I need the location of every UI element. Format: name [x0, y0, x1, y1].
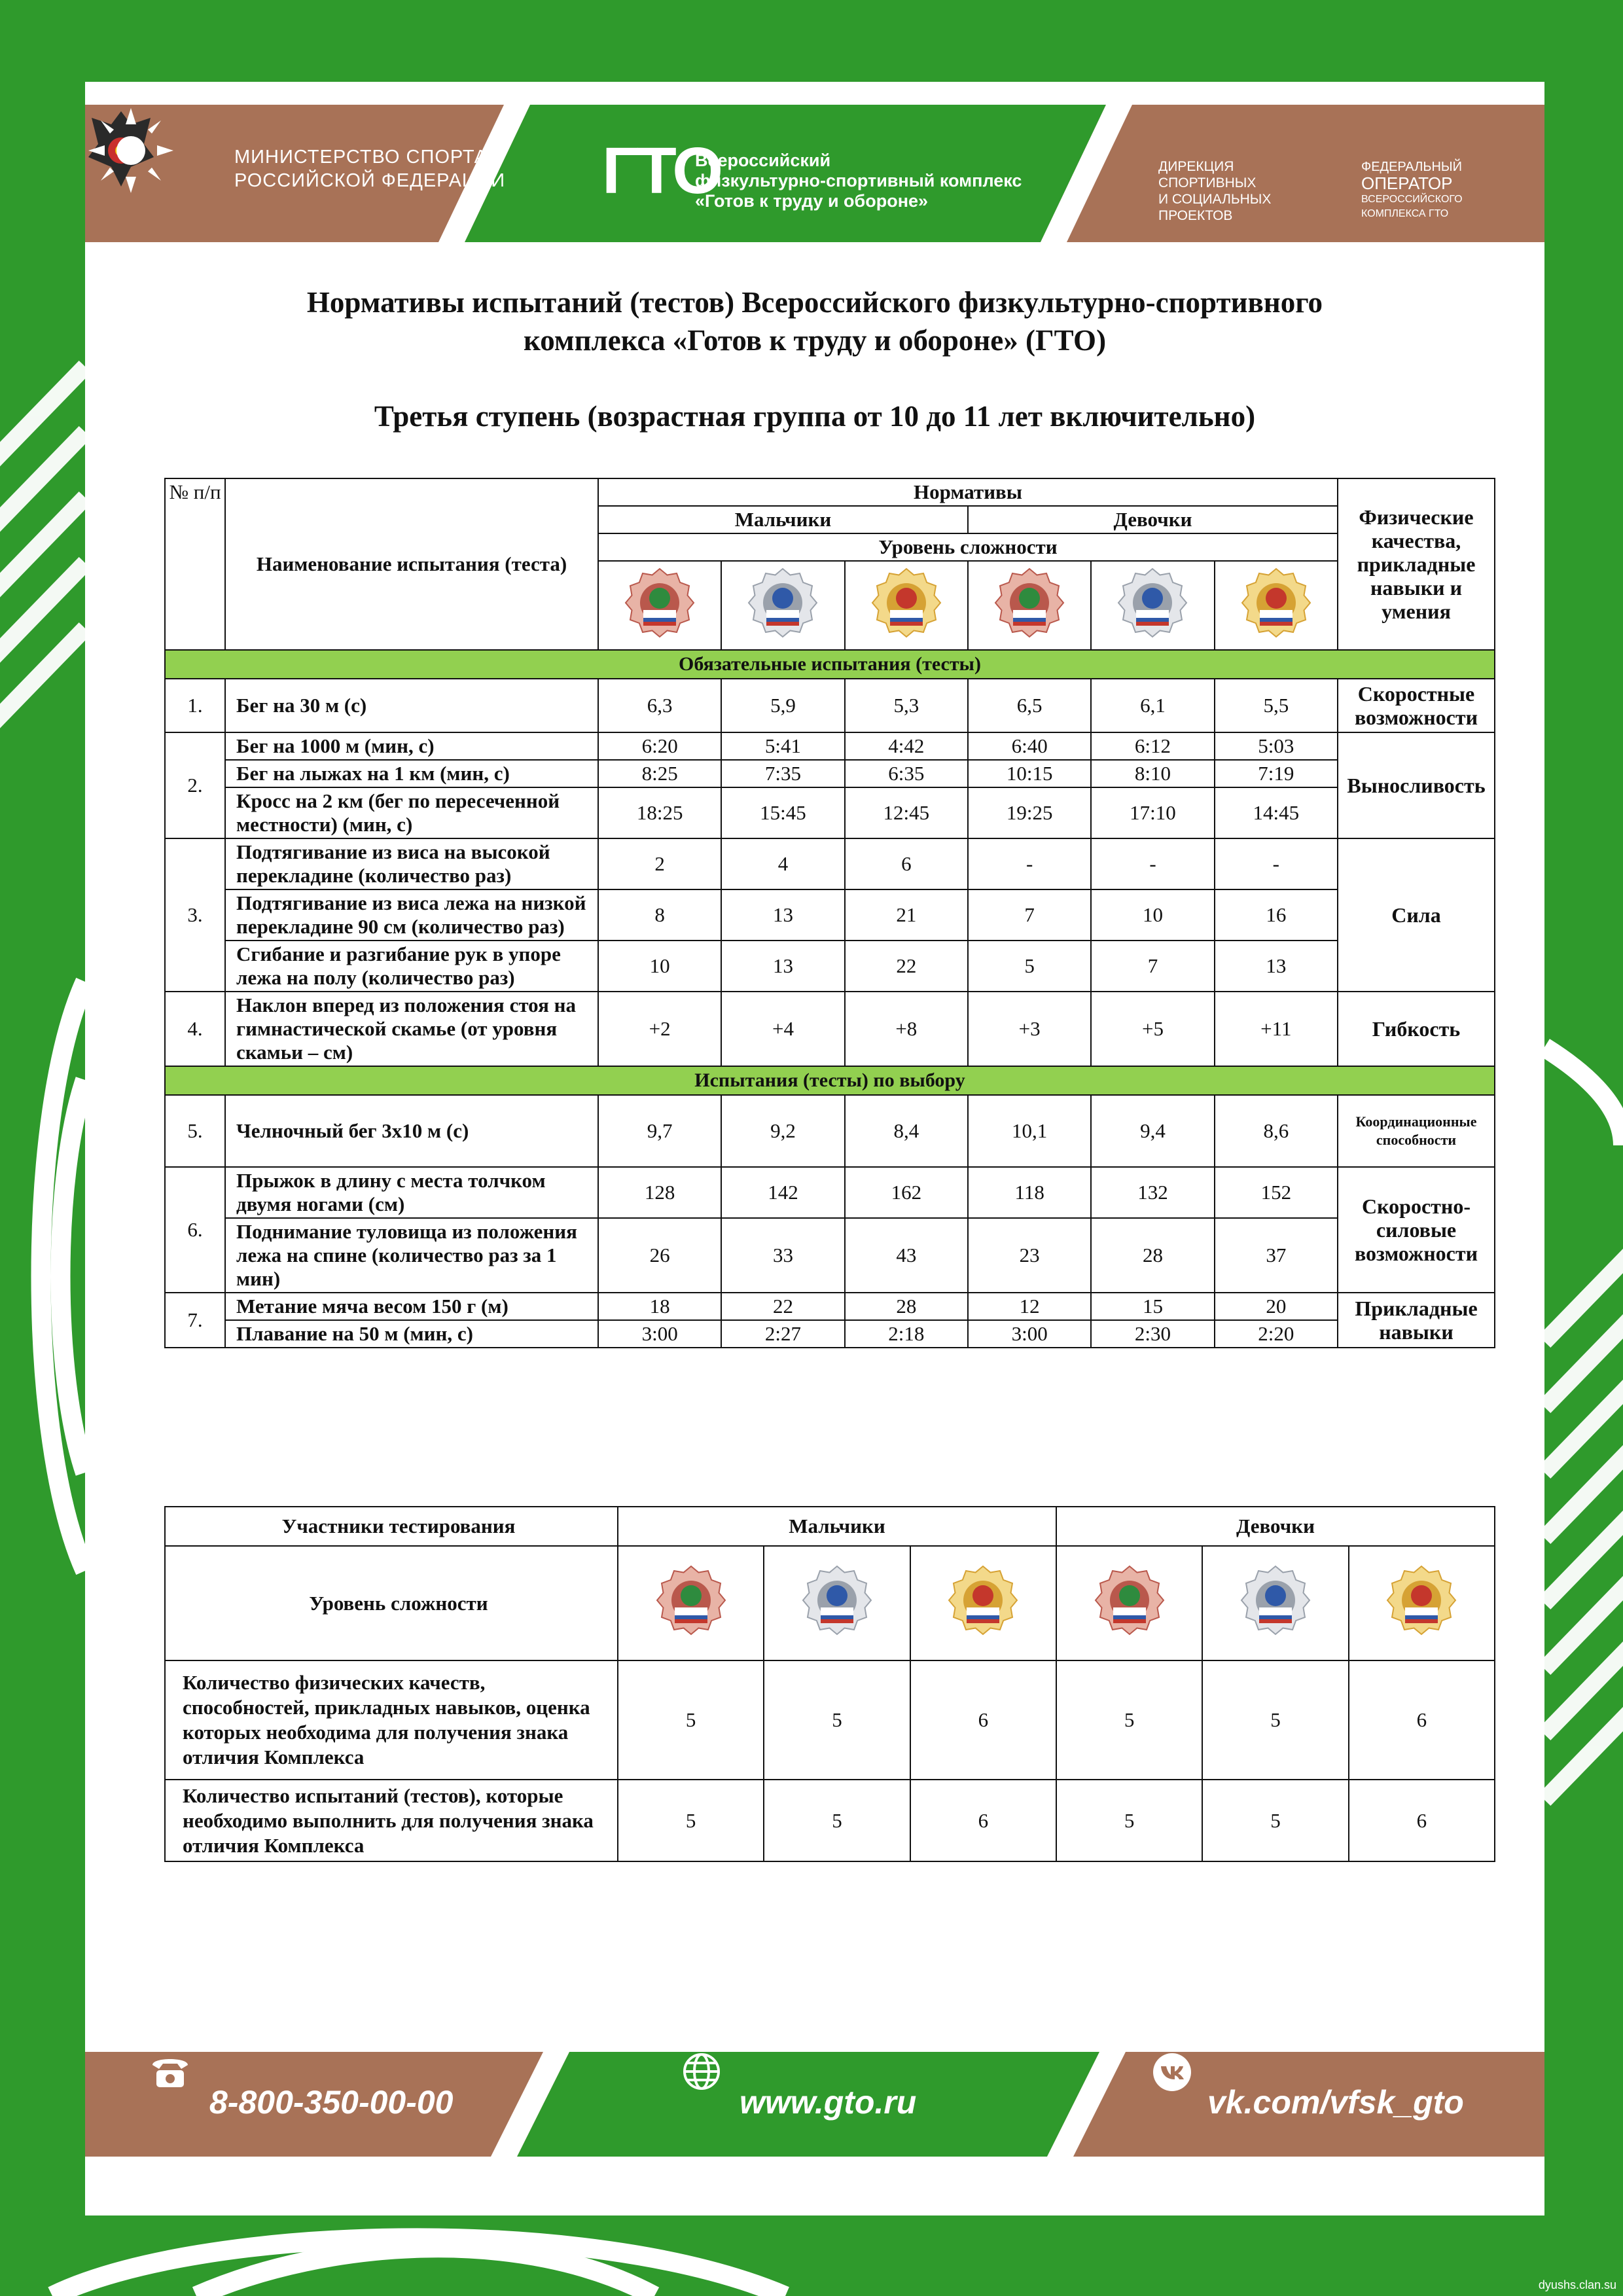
table-row	[165, 1218, 1495, 1293]
table-row	[165, 838, 1495, 889]
badge-cell	[968, 561, 1091, 650]
value-cell: 6:35	[845, 760, 968, 787]
value-cell: 5,5	[1215, 679, 1338, 732]
value-cell: 162	[845, 1167, 968, 1218]
bronze-badge-icon	[993, 567, 1065, 639]
value-cell: 5	[1202, 1780, 1348, 1861]
section-mandatory: Обязательные испытания (тесты)	[165, 650, 1495, 679]
row-num: 7.	[165, 1293, 225, 1348]
test-name: Плавание на 50 м (мин, с)	[225, 1320, 598, 1348]
table-row	[165, 1660, 1495, 1780]
test-name: Сгибание и разгибание рук в упоре лежа на полу (количество раз)	[225, 941, 598, 992]
value-cell: 10,1	[968, 1095, 1091, 1167]
test-name: Подтягивание из виса на высокой перекладине (количество раз)	[225, 838, 598, 889]
level-header: Уровень сложности	[598, 533, 1338, 561]
value-cell: 6,1	[1091, 679, 1214, 732]
value-cell: 22	[845, 941, 968, 992]
header-band	[85, 105, 1544, 242]
table-row	[165, 1167, 1495, 1218]
quality-cell: Координационные способности	[1338, 1095, 1495, 1167]
value-cell: 7	[1091, 941, 1214, 992]
badge-cell	[845, 561, 968, 650]
value-cell: 3:00	[968, 1320, 1091, 1348]
bronze-badge-icon	[1094, 1564, 1166, 1636]
row-num: 6.	[165, 1167, 225, 1293]
value-cell: 6,5	[968, 679, 1091, 732]
section-row	[165, 650, 1495, 679]
value-cell: 2:18	[845, 1320, 968, 1348]
value-cell: 5	[618, 1780, 764, 1861]
row-num: 2.	[165, 732, 225, 838]
value-cell: 4:42	[845, 732, 968, 760]
star-emblem-icon	[85, 105, 177, 196]
badge-row	[165, 1546, 1495, 1660]
value-cell: 12:45	[845, 787, 968, 838]
value-cell: 21	[845, 889, 968, 941]
value-cell: 9,4	[1091, 1095, 1214, 1167]
value-cell: 22	[721, 1293, 844, 1320]
value-cell: 23	[968, 1218, 1091, 1293]
girls-header: Девочки	[1056, 1507, 1495, 1546]
norms-table	[164, 478, 1495, 1348]
value-cell: 6	[910, 1780, 1056, 1861]
value-cell: 5:03	[1215, 732, 1338, 760]
value-cell: 5:41	[721, 732, 844, 760]
value-cell: 3:00	[598, 1320, 721, 1348]
federal-operator: ФЕДЕРАЛЬНЫЙ ОПЕРАТОР ВСЕРОССИЙСКОГО КОМПЛЕКСА ГТО	[1361, 160, 1463, 219]
document-title: Нормативы испытаний (тестов) Всероссийского физкультурно-спортивного комплекса «Готов к труду и обороне» (ГТО)	[306, 286, 1323, 357]
test-name: Метание мяча весом 150 г (м)	[225, 1293, 598, 1320]
value-cell: 13	[721, 889, 844, 941]
value-cell: +2	[598, 992, 721, 1066]
value-cell: +4	[721, 992, 844, 1066]
silver-badge-icon	[1116, 567, 1188, 639]
vk-icon	[1152, 2052, 1192, 2092]
table-row	[165, 941, 1495, 992]
value-cell: 6	[1349, 1660, 1495, 1780]
participants-header: Участники тестирования	[165, 1507, 618, 1546]
table-row	[165, 679, 1495, 732]
value-cell: 8	[598, 889, 721, 941]
value-cell: 5	[968, 941, 1091, 992]
boys-header: Мальчики	[618, 1507, 1056, 1546]
value-cell: 28	[1091, 1218, 1214, 1293]
gold-badge-icon	[947, 1564, 1019, 1636]
value-cell: 7:35	[721, 760, 844, 787]
gto-complex-title: Всероссийский физкультурно-спортивный комплекс «Готов к труду и обороне»	[695, 151, 1022, 211]
value-cell: 16	[1215, 889, 1338, 941]
value-cell: 28	[845, 1293, 968, 1320]
directorate-name: ДИРЕКЦИЯ СПОРТИВНЫХ И СОЦИАЛЬНЫХ ПРОЕКТОВ	[1158, 159, 1272, 223]
value-cell: 15	[1091, 1293, 1214, 1320]
value-cell: 118	[968, 1167, 1091, 1218]
section-row	[165, 1066, 1495, 1095]
badge-cell	[910, 1546, 1056, 1660]
value-cell: 8:10	[1091, 760, 1214, 787]
table-row	[165, 760, 1495, 787]
value-cell: 5	[764, 1660, 910, 1780]
value-cell: +11	[1215, 992, 1338, 1066]
value-cell: +5	[1091, 992, 1214, 1066]
phone-icon	[147, 2052, 193, 2091]
value-cell: 13	[721, 941, 844, 992]
value-cell: 2:30	[1091, 1320, 1214, 1348]
silver-badge-icon	[801, 1564, 873, 1636]
value-cell: 9,2	[721, 1095, 844, 1167]
value-cell: 26	[598, 1218, 721, 1293]
value-cell: 2:20	[1215, 1320, 1338, 1348]
quality-cell: Скоростные возможности	[1338, 679, 1495, 732]
value-cell: 5,3	[845, 679, 968, 732]
value-cell: 5,9	[721, 679, 844, 732]
gold-badge-icon	[870, 567, 942, 639]
value-cell: 6	[1349, 1780, 1495, 1861]
value-cell: 33	[721, 1218, 844, 1293]
value-cell: 15:45	[721, 787, 844, 838]
silver-badge-icon	[747, 567, 819, 639]
badge-cell	[618, 1546, 764, 1660]
value-cell: 132	[1091, 1167, 1214, 1218]
test-name: Бег на 1000 м (мин, с)	[225, 732, 598, 760]
badge-cell	[721, 561, 844, 650]
test-name: Бег на лыжах на 1 км (мин, с)	[225, 760, 598, 787]
stage-title: Третья ступень (возрастная группа от 10 до 11 лет включительно)	[374, 400, 1256, 433]
value-cell: 18:25	[598, 787, 721, 838]
value-cell: 43	[845, 1218, 968, 1293]
ministry-name: МИНИСТЕРСТВО СПОРТА РОССИЙСКОЙ ФЕДЕРАЦИИ	[234, 147, 506, 191]
badge-cell	[1202, 1546, 1348, 1660]
value-cell: 37	[1215, 1218, 1338, 1293]
row-num: 1.	[165, 679, 225, 732]
footer-band	[85, 2052, 1544, 2157]
gold-badge-icon	[1385, 1564, 1457, 1636]
value-cell: 152	[1215, 1167, 1338, 1218]
value-cell: 9,7	[598, 1095, 721, 1167]
gto-logo: ГТО	[602, 134, 721, 207]
value-cell: 5	[1202, 1660, 1348, 1780]
value-cell: 14:45	[1215, 787, 1338, 838]
test-name: Поднимание туловища из положения лежа на спине (количество раз за 1 мин)	[225, 1218, 598, 1293]
tests-count-label: Количество испытаний (тестов), которые необходимо выполнить для получения знака отличия Комплекса	[165, 1780, 618, 1861]
value-cell: 6,3	[598, 679, 721, 732]
value-cell: 5	[618, 1660, 764, 1780]
value-cell: 6	[910, 1660, 1056, 1780]
value-cell: 128	[598, 1167, 721, 1218]
poster	[85, 82, 1544, 2215]
value-cell: 8:25	[598, 760, 721, 787]
test-name: Бег на 30 м (с)	[225, 679, 598, 732]
silver-badge-icon	[1240, 1564, 1311, 1636]
badge-cell	[1091, 561, 1214, 650]
boys-header: Мальчики	[598, 506, 968, 533]
value-cell: 10:15	[968, 760, 1091, 787]
value-cell: 2:27	[721, 1320, 844, 1348]
badge-cell	[1349, 1546, 1495, 1660]
test-name: Челночный бег 3х10 м (с)	[225, 1095, 598, 1167]
row-num: 3.	[165, 838, 225, 992]
table-row	[165, 787, 1495, 838]
value-cell: 8,4	[845, 1095, 968, 1167]
bronze-badge-icon	[624, 567, 696, 639]
table-row	[165, 992, 1495, 1066]
value-cell: -	[1091, 838, 1214, 889]
value-cell: 8,6	[1215, 1095, 1338, 1167]
quality-cell: Прикладные навыки	[1338, 1293, 1495, 1348]
quality-cell: Скоростно-силовые возможности	[1338, 1167, 1495, 1293]
col-num-header: № п/п	[165, 478, 225, 650]
table-row	[165, 889, 1495, 941]
website-link[interactable]: www.gto.ru	[740, 2084, 917, 2121]
value-cell: 4	[721, 838, 844, 889]
quality-cell: Сила	[1338, 838, 1495, 992]
value-cell: 2	[598, 838, 721, 889]
value-cell: +8	[845, 992, 968, 1066]
bronze-badge-icon	[655, 1564, 727, 1636]
section-optional: Испытания (тесты) по выбору	[165, 1066, 1495, 1095]
value-cell: 6	[845, 838, 968, 889]
value-cell: 5	[1056, 1780, 1202, 1861]
table-row	[165, 1780, 1495, 1861]
value-cell: 7:19	[1215, 760, 1338, 787]
value-cell: 19:25	[968, 787, 1091, 838]
norms-header: Нормативы	[598, 478, 1338, 506]
value-cell: 10	[1091, 889, 1214, 941]
table-row	[165, 1320, 1495, 1348]
test-name: Кросс на 2 км (бег по пересеченной местности) (мин, с)	[225, 787, 598, 838]
value-cell: 5	[764, 1780, 910, 1861]
badge-cell	[1056, 1546, 1202, 1660]
badge-cell	[598, 561, 721, 650]
watermark: dyushs.clan.su	[1538, 2278, 1616, 2291]
row-num: 5.	[165, 1095, 225, 1167]
phone-link[interactable]: 8-800-350-00-00	[209, 2084, 454, 2121]
test-name: Подтягивание из виса лежа на низкой перекладине 90 см (количество раз)	[225, 889, 598, 941]
value-cell: 10	[598, 941, 721, 992]
value-cell: -	[968, 838, 1091, 889]
level-header: Уровень сложности	[165, 1546, 618, 1660]
table-row	[165, 1293, 1495, 1320]
badge-cell	[764, 1546, 910, 1660]
value-cell: -	[1215, 838, 1338, 889]
quality-cell: Выносливость	[1338, 732, 1495, 838]
globe-icon	[682, 2052, 722, 2092]
value-cell: 13	[1215, 941, 1338, 992]
vk-link[interactable]: vk.com/vfsk_gto	[1207, 2084, 1464, 2121]
row-num: 4.	[165, 992, 225, 1066]
col-name-header: Наименование испытания (теста)	[225, 478, 598, 650]
test-name: Наклон вперед из положения стоя на гимнастической скамье (от уровня скамьи – см)	[225, 992, 598, 1066]
badge-cell	[1215, 561, 1338, 650]
col-quality-header: Физические качества, прикладные навыки и умения	[1338, 478, 1495, 650]
summary-table	[164, 1506, 1495, 1862]
table-row	[165, 1095, 1495, 1167]
value-cell: 18	[598, 1293, 721, 1320]
value-cell: 5	[1056, 1660, 1202, 1780]
girls-header: Девочки	[968, 506, 1338, 533]
qualities-count-label: Количество физических качеств, способностей, прикладных навыков, оценка которых необходима для получения знака отличия Комплекса	[165, 1660, 618, 1780]
value-cell: 142	[721, 1167, 844, 1218]
value-cell: 6:20	[598, 732, 721, 760]
value-cell: 7	[968, 889, 1091, 941]
value-cell: 6:40	[968, 732, 1091, 760]
value-cell: 17:10	[1091, 787, 1214, 838]
test-name: Прыжок в длину с места толчком двумя ногами (см)	[225, 1167, 598, 1218]
value-cell: 12	[968, 1293, 1091, 1320]
quality-cell: Гибкость	[1338, 992, 1495, 1066]
value-cell: 6:12	[1091, 732, 1214, 760]
value-cell: +3	[968, 992, 1091, 1066]
table-row	[165, 732, 1495, 760]
gold-badge-icon	[1240, 567, 1312, 639]
value-cell: 20	[1215, 1293, 1338, 1320]
